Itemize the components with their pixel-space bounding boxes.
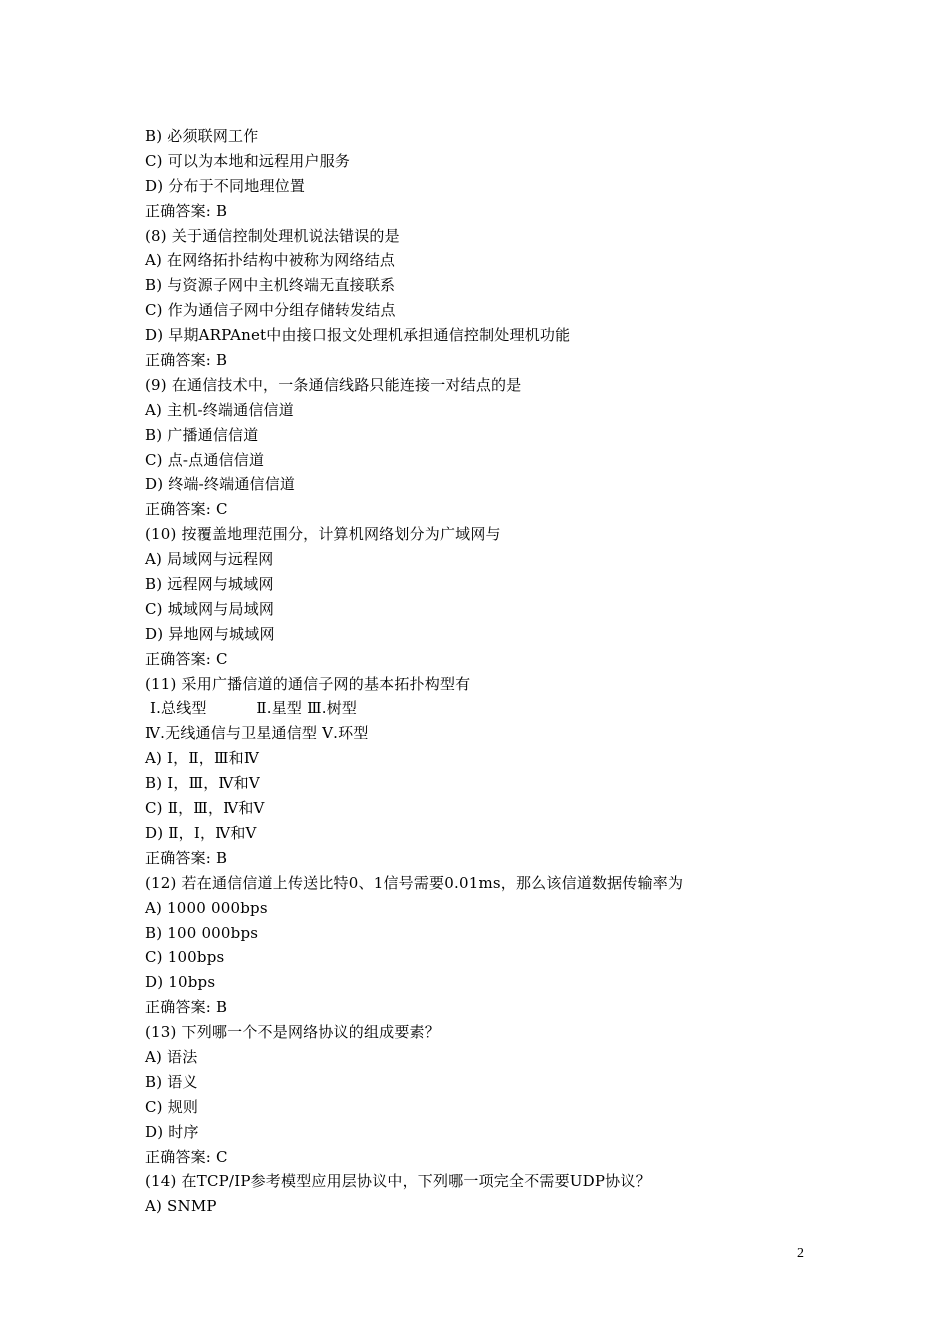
text-line: D) 异地网与城域网	[145, 624, 275, 643]
text-line: D) 10bps	[145, 973, 216, 992]
text-line: C) 点-点通信信道	[145, 450, 265, 469]
text-line: 正确答案: C	[145, 1147, 228, 1166]
text-line: Ⅰ.总线型 Ⅱ.星型 Ⅲ.树型	[145, 699, 358, 718]
text-line: 正确答案: C	[145, 649, 228, 668]
text-line: C) 100bps	[145, 948, 225, 967]
text-line: (13) 下列哪一个不是网络协议的组成要素？	[145, 1023, 440, 1042]
text-line: C) 作为通信子网中分组存储转发结点	[145, 301, 396, 320]
text-line: 正确答案: C	[145, 500, 228, 519]
text-line: B) 必须联网工作	[145, 127, 259, 145]
text-line: 正确答案: B	[145, 201, 228, 220]
text-line: D) Ⅱ，Ⅰ，Ⅳ和Ⅴ	[145, 823, 257, 842]
text-line: A) Ⅰ，Ⅱ，Ⅲ和Ⅳ	[145, 749, 260, 768]
text-line: B) 广播通信信道	[145, 425, 259, 444]
page-number: 2	[797, 1246, 804, 1261]
text-line: D) 早期ARPAnet中由接口报文处理机承担通信控制处理机功能	[145, 326, 571, 345]
text-line: 正确答案: B	[145, 998, 228, 1017]
text-line: 正确答案: B	[145, 848, 228, 867]
text-line: A) 主机-终端通信信道	[145, 400, 294, 419]
text-line: B) Ⅰ，Ⅲ，Ⅳ和Ⅴ	[145, 774, 260, 793]
text-line: B) 100 000bps	[145, 923, 259, 942]
text-line: C) 可以为本地和远程用户服务	[145, 151, 351, 170]
text-line: (12) 若在通信信道上传送比特0、1信号需要0.01ms，那么该信道数据传输率为	[145, 873, 684, 892]
text-line: D) 终端-终端通信信道	[145, 475, 296, 494]
text-line: B) 语义	[145, 1072, 198, 1091]
text-line: B) 远程网与城域网	[145, 575, 274, 594]
text-line: C) 规则	[145, 1097, 199, 1116]
text-line: D) 时序	[145, 1122, 199, 1141]
text-line: C) 城域网与局域网	[145, 599, 275, 618]
text-line: B) 与资源子网中主机终端无直接联系	[145, 276, 396, 295]
text-line: (8) 关于通信控制处理机说法错误的是	[145, 226, 400, 245]
text-line: (11) 采用广播信道的通信子网的基本拓扑构型有	[145, 674, 471, 693]
text-line: C) Ⅱ，Ⅲ，Ⅳ和Ⅴ	[145, 799, 265, 818]
text-line: Ⅳ.无线通信与卫星通信型 Ⅴ.环型	[145, 724, 369, 743]
text-line: (9) 在通信技术中，一条通信线路只能连接一对结点的是	[145, 375, 522, 394]
text-line: D) 分布于不同地理位置	[145, 176, 306, 195]
text-line: A) SNMP	[145, 1197, 217, 1216]
text-line: (10) 按覆盖地理范围分，计算机网络划分为广域网与	[145, 525, 501, 544]
text-line: A) 1000 000bps	[145, 898, 268, 917]
text-line: 正确答案: B	[145, 351, 228, 370]
text-line: (14) 在TCP/IP参考模型应用层协议中，下列哪一项完全不需要UDP协议？	[145, 1172, 651, 1191]
text-line: A) 在网络拓扑结构中被称为网络结点	[145, 251, 396, 270]
document-body	[145, 124, 845, 1219]
text-line: A) 局域网与远程网	[145, 550, 274, 569]
text-line: A) 语法	[145, 1047, 198, 1066]
